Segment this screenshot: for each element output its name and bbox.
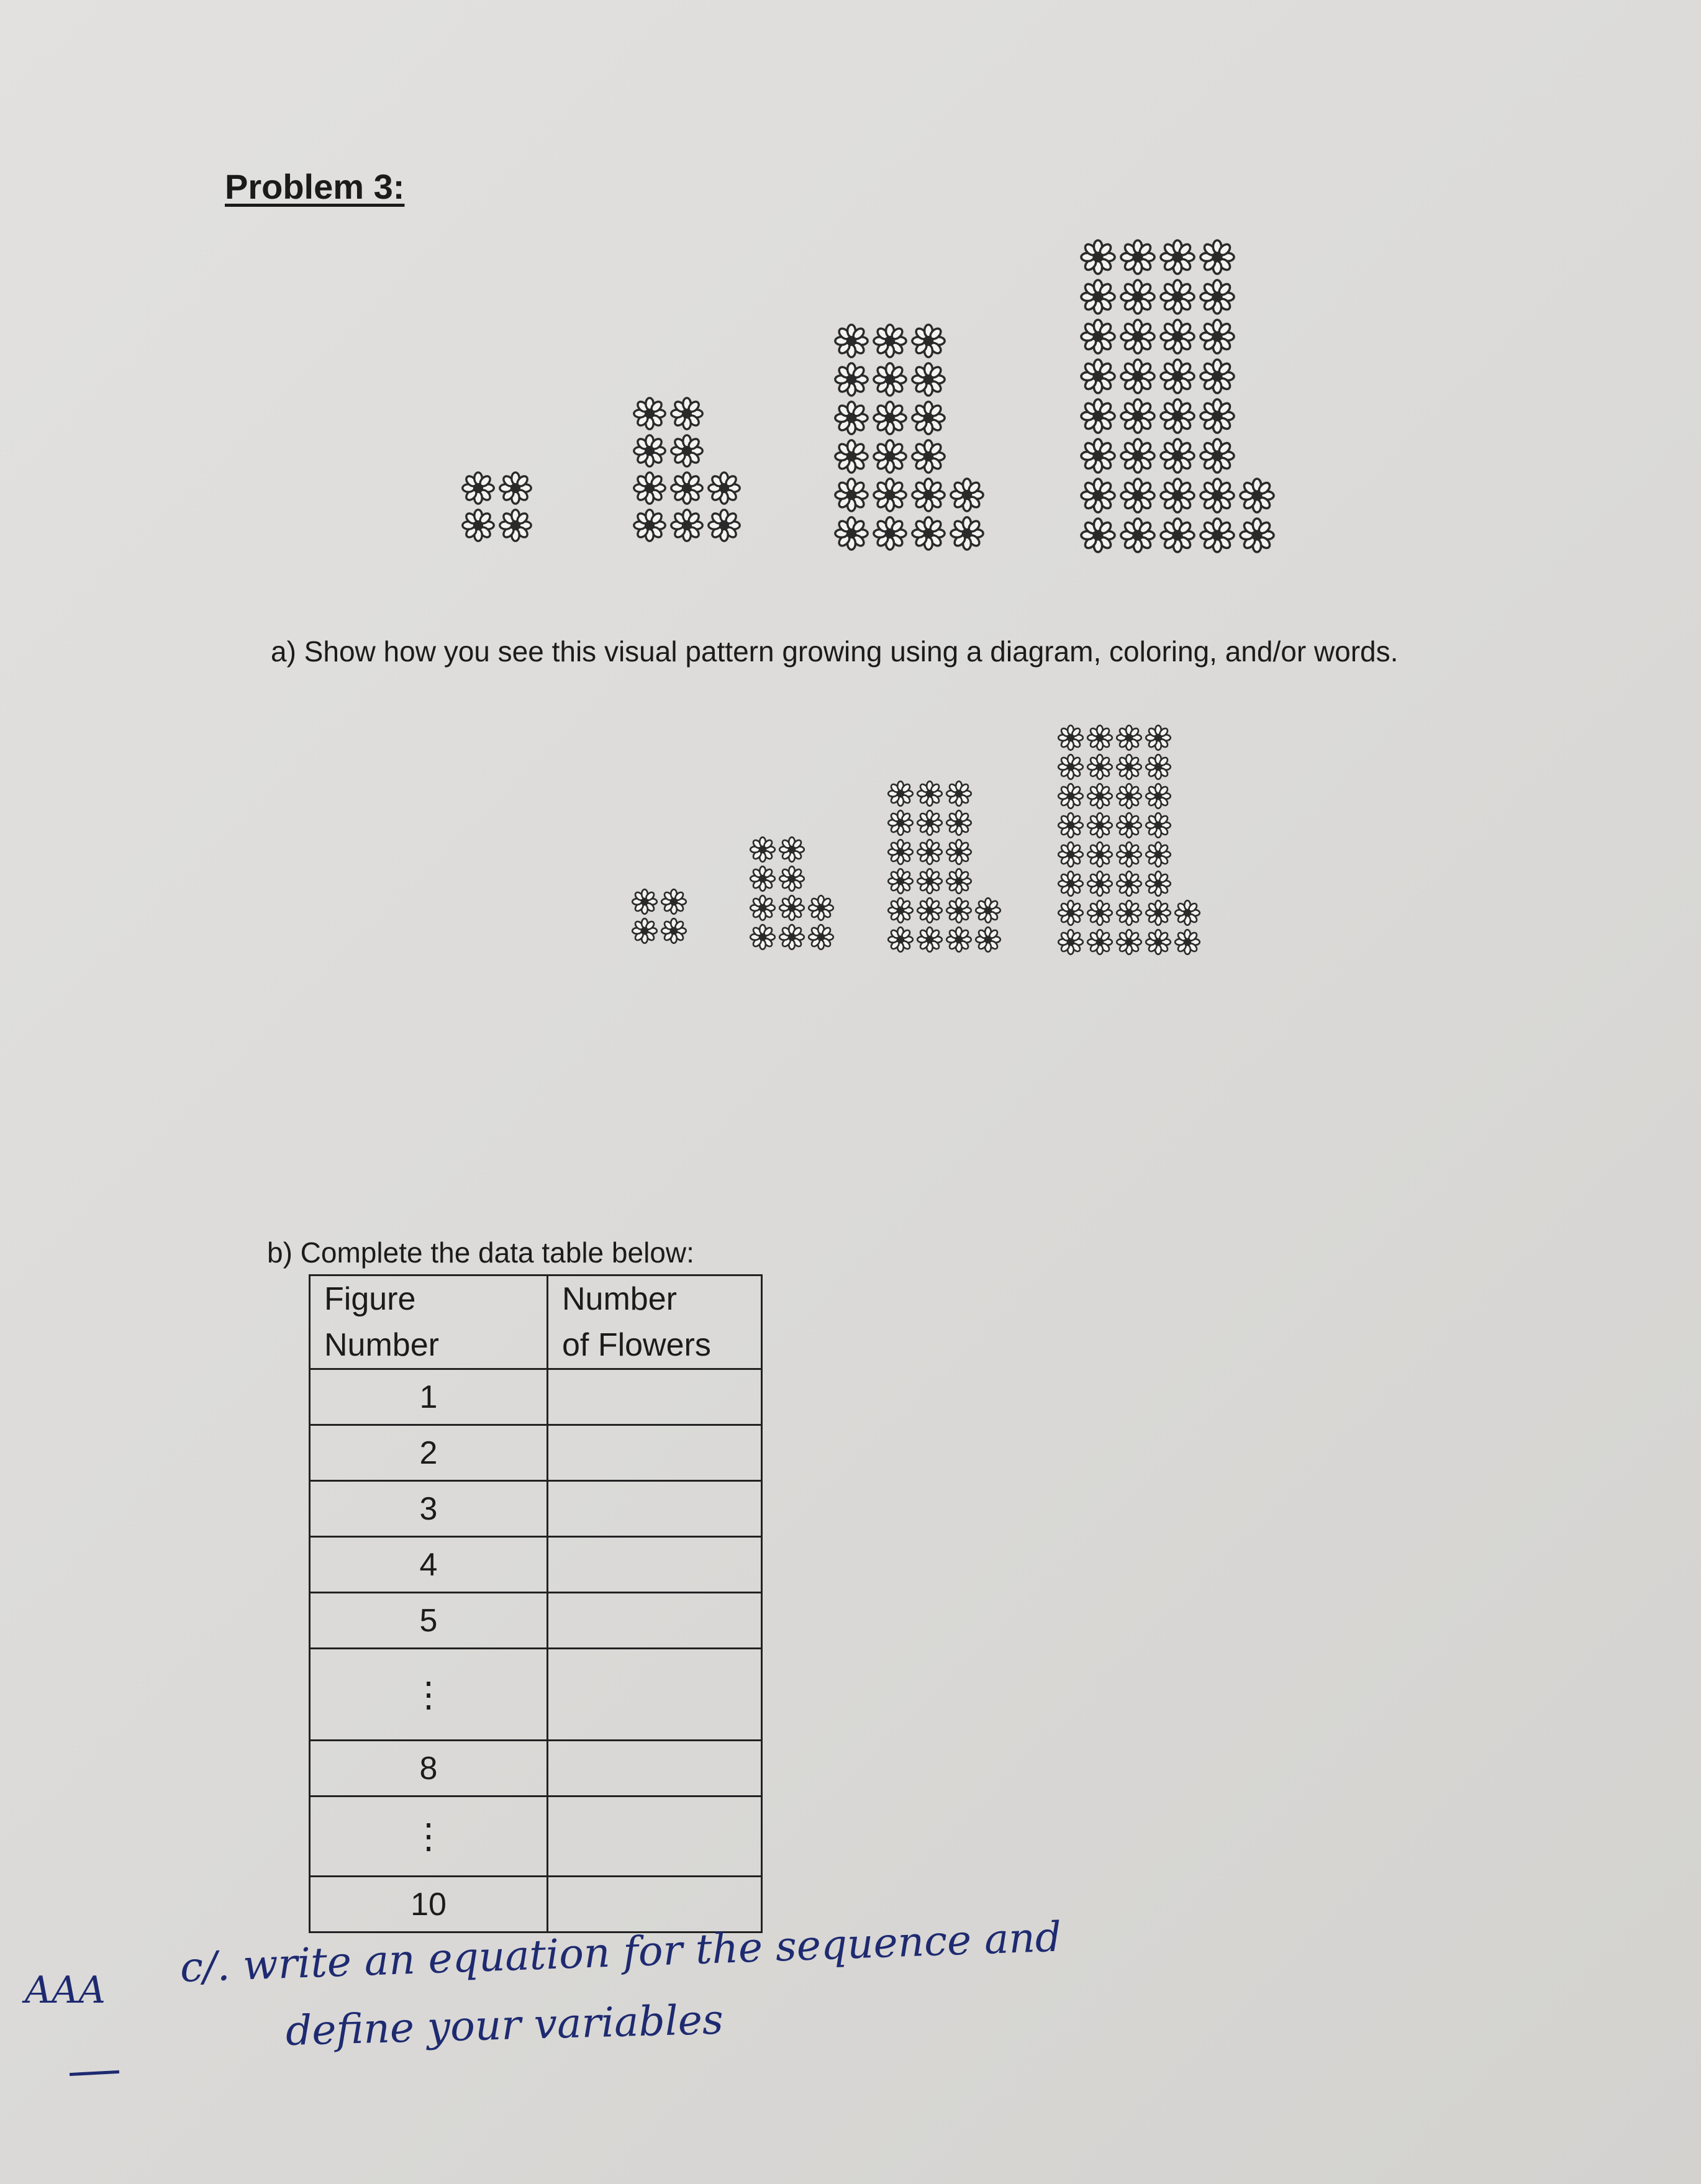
- flowers-cell[interactable]: [548, 1369, 762, 1425]
- flower-icon: [749, 923, 776, 954]
- flower-icon: [1119, 278, 1156, 319]
- table-row: [310, 1481, 762, 1537]
- flower-icon: [660, 917, 687, 948]
- flower-icon: [707, 508, 742, 546]
- flower-icon: [1057, 870, 1084, 900]
- flower-icon: [916, 868, 943, 898]
- flower-icon: [945, 897, 973, 927]
- flower-icon: [1119, 437, 1156, 478]
- flower-icon: [1199, 437, 1236, 478]
- flower-icon: [1159, 437, 1196, 478]
- flower-icon: [945, 868, 973, 898]
- flower-icon: [1057, 841, 1084, 871]
- flower-icon: [916, 838, 943, 869]
- table-row: [310, 1537, 762, 1593]
- figure-cell: 1: [310, 1369, 548, 1425]
- flower-icon: [945, 809, 973, 840]
- flower-icon: [1086, 899, 1114, 930]
- flower-icon: [778, 836, 805, 866]
- handwritten-underline: [70, 2070, 119, 2076]
- table-header-row: [310, 1276, 762, 1369]
- flower-icon: [749, 865, 776, 895]
- flowers-cell[interactable]: [548, 1877, 762, 1933]
- table-row: [310, 1369, 762, 1425]
- flower-icon: [807, 894, 835, 925]
- flower-icon: [1159, 397, 1196, 438]
- flower-icon: [1145, 753, 1172, 784]
- flower-icon: [749, 836, 776, 866]
- flower-icon: [1119, 318, 1156, 358]
- flower-icon: [872, 361, 908, 401]
- flower-icon: [632, 396, 667, 434]
- flower-icon: [669, 433, 704, 471]
- flower-icon: [1119, 477, 1156, 517]
- flower-icon: [833, 361, 869, 401]
- flower-icon: [1145, 870, 1172, 900]
- question-b: b) Complete the data table below:: [267, 1236, 694, 1269]
- flower-icon: [833, 477, 869, 516]
- table-row: [310, 1593, 762, 1649]
- figure-cell: 3: [310, 1481, 548, 1537]
- flower-icon: [1238, 517, 1276, 557]
- flower-icon: [1199, 318, 1236, 358]
- flower-icon: [1159, 318, 1196, 358]
- flower-icon: [887, 809, 914, 840]
- figure-cell: 4: [310, 1537, 548, 1593]
- flower-icon: [945, 838, 973, 869]
- flower-icon: [1159, 517, 1196, 557]
- flower-icon: [1159, 358, 1196, 398]
- flower-icon: [945, 780, 973, 810]
- flower-icon: [1086, 841, 1114, 871]
- flower-icon: [1079, 397, 1117, 438]
- flower-icon: [974, 897, 1002, 927]
- flower-icon: [461, 508, 496, 546]
- flower-icon: [1115, 753, 1143, 784]
- flower-icon: [1199, 397, 1236, 438]
- flower-icon: [1079, 517, 1117, 557]
- flower-icon: [833, 438, 869, 478]
- flower-icon: [1145, 928, 1172, 959]
- flower-icon: [778, 923, 805, 954]
- flower-icon: [887, 926, 914, 956]
- handwritten-mark: AAA: [25, 1969, 106, 2012]
- flower-icon: [632, 508, 667, 546]
- flower-icon: [807, 923, 835, 954]
- flower-icon: [872, 438, 908, 478]
- flower-icon: [1057, 724, 1084, 754]
- flower-icon: [1057, 928, 1084, 959]
- flower-icon: [1115, 812, 1143, 842]
- flower-icon: [872, 323, 908, 362]
- flower-icon: [1199, 517, 1236, 557]
- flower-icon: [1079, 278, 1117, 319]
- flower-icon: [1174, 899, 1201, 930]
- flower-icon: [945, 926, 973, 956]
- flowers-cell[interactable]: [548, 1425, 762, 1481]
- flowers-cell[interactable]: [548, 1741, 762, 1797]
- flower-icon: [1119, 358, 1156, 398]
- flower-icon: [1079, 318, 1117, 358]
- flower-icon: [910, 400, 946, 439]
- flower-icon: [887, 780, 914, 810]
- figure-cell: ⋮: [310, 1649, 548, 1741]
- flower-icon: [1057, 782, 1084, 813]
- flower-icon: [833, 323, 869, 362]
- flower-icon: [1145, 899, 1172, 930]
- flower-icon: [632, 433, 667, 471]
- flower-icon: [910, 438, 946, 478]
- flower-icon: [1115, 724, 1143, 754]
- flower-icon: [1119, 238, 1156, 279]
- flower-icon: [1199, 278, 1236, 319]
- table-row: [310, 1797, 762, 1877]
- flower-icon: [916, 926, 943, 956]
- table-row: [310, 1649, 762, 1741]
- flower-icon: [887, 838, 914, 869]
- flower-icon: [1199, 477, 1236, 517]
- flower-icon: [1086, 782, 1114, 813]
- flower-icon: [1238, 477, 1276, 517]
- flower-icon: [1086, 812, 1114, 842]
- data-table: [309, 1274, 763, 1933]
- figure-cell: 5: [310, 1593, 548, 1649]
- flower-icon: [1199, 238, 1236, 279]
- flowers-cell[interactable]: [548, 1797, 762, 1877]
- flower-icon: [1079, 358, 1117, 398]
- flower-icon: [498, 471, 533, 509]
- flower-icon: [1086, 928, 1114, 959]
- flower-icon: [1057, 899, 1084, 930]
- flowers-cell[interactable]: [548, 1481, 762, 1537]
- table-row: [310, 1877, 762, 1933]
- table-row: [310, 1741, 762, 1797]
- flower-icon: [1057, 812, 1084, 842]
- figure-cell: 2: [310, 1425, 548, 1481]
- flower-icon: [749, 894, 776, 925]
- flower-icon: [833, 400, 869, 439]
- flower-icon: [660, 888, 687, 918]
- flower-icon: [1115, 899, 1143, 930]
- table-row: [310, 1425, 762, 1481]
- flower-icon: [949, 515, 985, 555]
- flower-icon: [910, 515, 946, 555]
- flower-icon: [1174, 928, 1201, 959]
- question-a: a) Show how you see this visual pattern growing using a diagram, coloring, and/or words.: [271, 635, 1399, 668]
- flower-icon: [1115, 870, 1143, 900]
- flower-icon: [1115, 782, 1143, 813]
- flower-icon: [887, 868, 914, 898]
- flower-icon: [910, 477, 946, 516]
- flower-icon: [1159, 238, 1196, 279]
- flower-icon: [916, 809, 943, 840]
- figure-cell: ⋮: [310, 1797, 548, 1877]
- flower-icon: [1115, 841, 1143, 871]
- flower-icon: [1115, 928, 1143, 959]
- flower-icon: [1057, 753, 1084, 784]
- figure-cell: 10: [310, 1877, 548, 1933]
- flower-icon: [1159, 477, 1196, 517]
- flowers-cell[interactable]: [548, 1649, 762, 1741]
- problem-title: Problem 3:: [225, 167, 405, 206]
- flower-icon: [910, 323, 946, 362]
- handwritten-question-c-line1: c/. write an equation for the sequence and: [179, 1913, 1063, 1991]
- flower-icon: [910, 361, 946, 401]
- flower-icon: [707, 471, 742, 509]
- flower-icon: [916, 897, 943, 927]
- flower-icon: [1119, 517, 1156, 557]
- header-number-of-flowers: Number of Flowers: [548, 1276, 762, 1369]
- flower-icon: [1079, 437, 1117, 478]
- flower-icon: [872, 515, 908, 555]
- header-figure-number: Figure Number: [310, 1276, 548, 1369]
- flower-icon: [461, 471, 496, 509]
- flower-icon: [916, 780, 943, 810]
- flower-icon: [974, 926, 1002, 956]
- flower-icon: [872, 400, 908, 439]
- flowers-cell[interactable]: [548, 1537, 762, 1593]
- flower-icon: [669, 396, 704, 434]
- flower-icon: [778, 894, 805, 925]
- figure-cell: 8: [310, 1741, 548, 1797]
- flower-icon: [778, 865, 805, 895]
- flower-icon: [1199, 358, 1236, 398]
- flower-icon: [833, 515, 869, 555]
- flower-icon: [669, 508, 704, 546]
- flower-icon: [1145, 782, 1172, 813]
- flower-icon: [631, 888, 658, 918]
- flower-icon: [1145, 724, 1172, 754]
- flower-icon: [631, 917, 658, 948]
- flower-icon: [669, 471, 704, 509]
- flower-icon: [632, 471, 667, 509]
- flower-icon: [1086, 753, 1114, 784]
- flower-icon: [1145, 812, 1172, 842]
- flower-icon: [1079, 238, 1117, 279]
- flower-icon: [1086, 870, 1114, 900]
- flower-icon: [1145, 841, 1172, 871]
- flower-icon: [1159, 278, 1196, 319]
- flower-icon: [498, 508, 533, 546]
- flowers-cell[interactable]: [548, 1593, 762, 1649]
- handwritten-question-c-line2: define your variables: [284, 1995, 724, 2055]
- flower-icon: [949, 477, 985, 516]
- flower-icon: [1119, 397, 1156, 438]
- flower-icon: [872, 477, 908, 516]
- flower-icon: [1086, 724, 1114, 754]
- flower-icon: [887, 897, 914, 927]
- flower-icon: [1079, 477, 1117, 517]
